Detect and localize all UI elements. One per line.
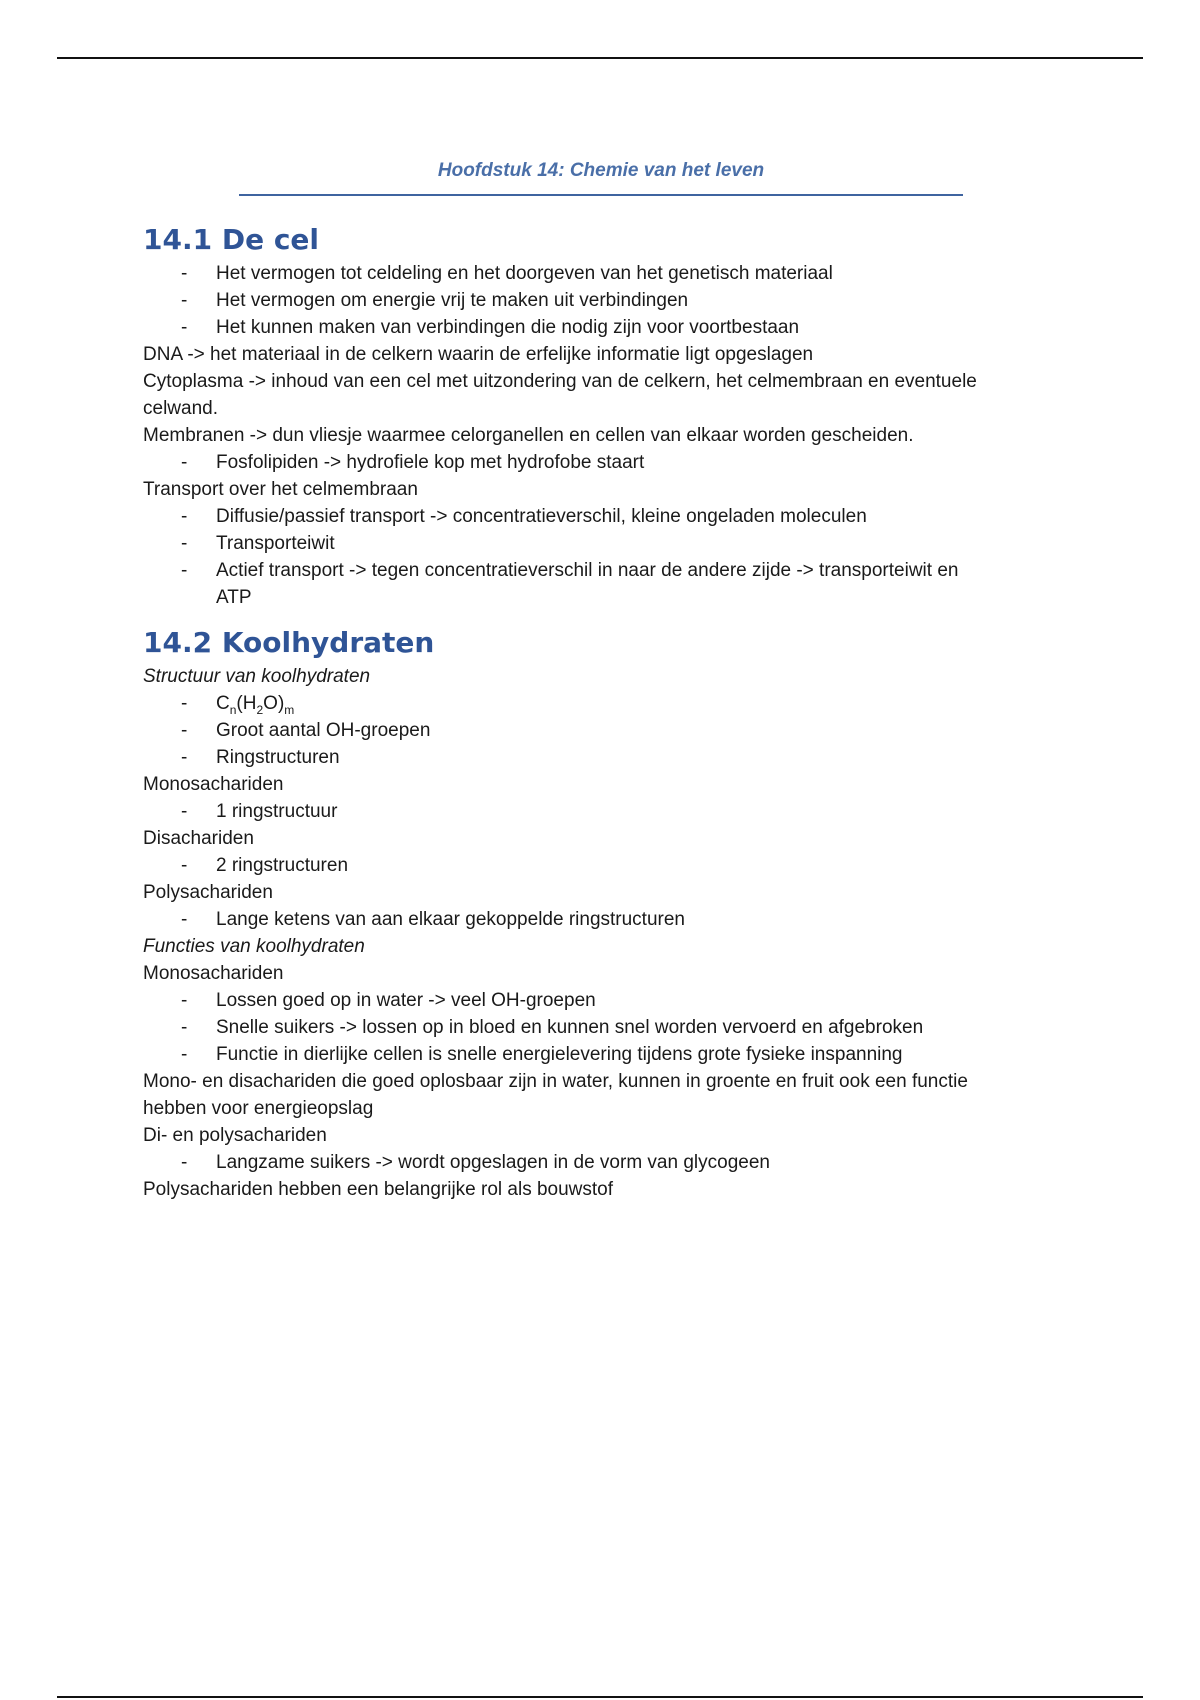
paragraph-membranen: Membranen -> dun vliesje waarmee celorganellen en cellen van elkaar worden gescheiden. [143,425,914,446]
document-title: Hoofdstuk 14: Chemie van het leven [239,160,963,196]
subheading-structuur: Structuur van koolhydraten [143,666,371,687]
bullet-dash: - [181,317,188,338]
paragraph-polysachariden: Polysachariden [143,882,273,903]
list-item: - Snelle suikers -> lossen op in bloed en kunnen snel worden vervoerd en afgebroken [143,1014,1043,1041]
bullet-dash: - [181,720,188,741]
bullet-dash: - [181,452,188,473]
document-page [143,160,1043,1203]
bullet-dash: - [181,693,188,714]
list-item: - Diffusie/passief transport -> concentratieverschil, kleine ongeladen moleculen [143,503,1043,530]
list-item: - Lossen goed op in water -> veel OH-groepen [143,987,1043,1014]
list-item: - Langzame suikers -> wordt opgeslagen in de vorm van glycogeen [143,1149,1043,1176]
list-item: - Functie in dierlijke cellen is snelle energielevering tijdens grote fysieke inspanning [143,1041,1043,1068]
bullet-dash: - [181,290,188,311]
bullet-dash: - [181,560,188,581]
bullet-dash: - [181,533,188,554]
bullet-dash: - [181,263,188,284]
list-item: - Het kunnen maken van verbindingen die nodig zijn voor voortbestaan [143,314,1043,341]
list-item: - Groot aantal OH-groepen [143,717,1043,744]
list-item: - Fosfolipiden -> hydrofiele kop met hydrofobe staart [143,449,1043,476]
chemical-formula: $C_n(H_2O)_m$ [216,693,295,717]
paragraph-monosachariden: Monosachariden [143,774,284,795]
bullet-dash: - [181,1152,188,1173]
list-item-formula [143,690,1043,717]
paragraph-transport: Transport over het celmembraan [143,479,418,500]
list-item: - 1 ringstructuur [143,798,1043,825]
bullet-dash: - [181,855,188,876]
list-item: - 2 ringstructuren [143,852,1043,879]
paragraph-disachariden: Disachariden [143,828,254,849]
paragraph-cytoplasma-cont: celwand. [143,398,218,419]
page-top-rule [57,57,1143,59]
paragraph-monosachariden-2: Monosachariden [143,963,284,984]
bullet-dash: - [181,990,188,1011]
bullet-dash: - [181,801,188,822]
subheading-functies: Functies van koolhydraten [143,936,365,957]
paragraph-cytoplasma: Cytoplasma -> inhoud van een cel met uitzondering van de celkern, het celmembraan en eventuele [143,371,977,392]
paragraph-bouwstof: Polysachariden hebben een belangrijke rol als bouwstof [143,1179,614,1200]
section-heading-de-cel: 14.1 De cel [143,223,319,256]
bullet-dash: - [181,1044,188,1065]
list-item: - Het vermogen tot celdeling en het doorgeven van het genetisch materiaal [143,260,1043,287]
list-item: - Ringstructuren [143,744,1043,771]
section-heading-koolhydraten: 14.2 Koolhydraten [143,626,435,659]
list-item: - Het vermogen om energie vrij te maken uit verbindingen [143,287,1043,314]
bullet-dash: - [181,506,188,527]
list-item: - Actief transport -> tegen concentratieverschil in naar de andere zijde -> transporteiwit en [143,557,1043,584]
bullet-dash: - [181,747,188,768]
list-item: - Lange ketens van aan elkaar gekoppelde ringstructuren [143,906,1043,933]
bullet-dash: - [181,909,188,930]
paragraph-di-poly: Di- en polysachariden [143,1125,327,1146]
paragraph-mono-di-cont: hebben voor energieopslag [143,1098,374,1119]
list-item-continuation: ATP [216,587,252,608]
list-item: - Transporteiwit [143,530,1043,557]
paragraph-dna: DNA -> het materiaal in de celkern waarin de erfelijke informatie ligt opgeslagen [143,344,814,365]
bullet-dash: - [181,1017,188,1038]
paragraph-mono-di: Mono- en disachariden die goed oplosbaar zijn in water, kunnen in groente en fruit ook een functie [143,1071,968,1092]
page-bottom-rule [57,1696,1143,1698]
